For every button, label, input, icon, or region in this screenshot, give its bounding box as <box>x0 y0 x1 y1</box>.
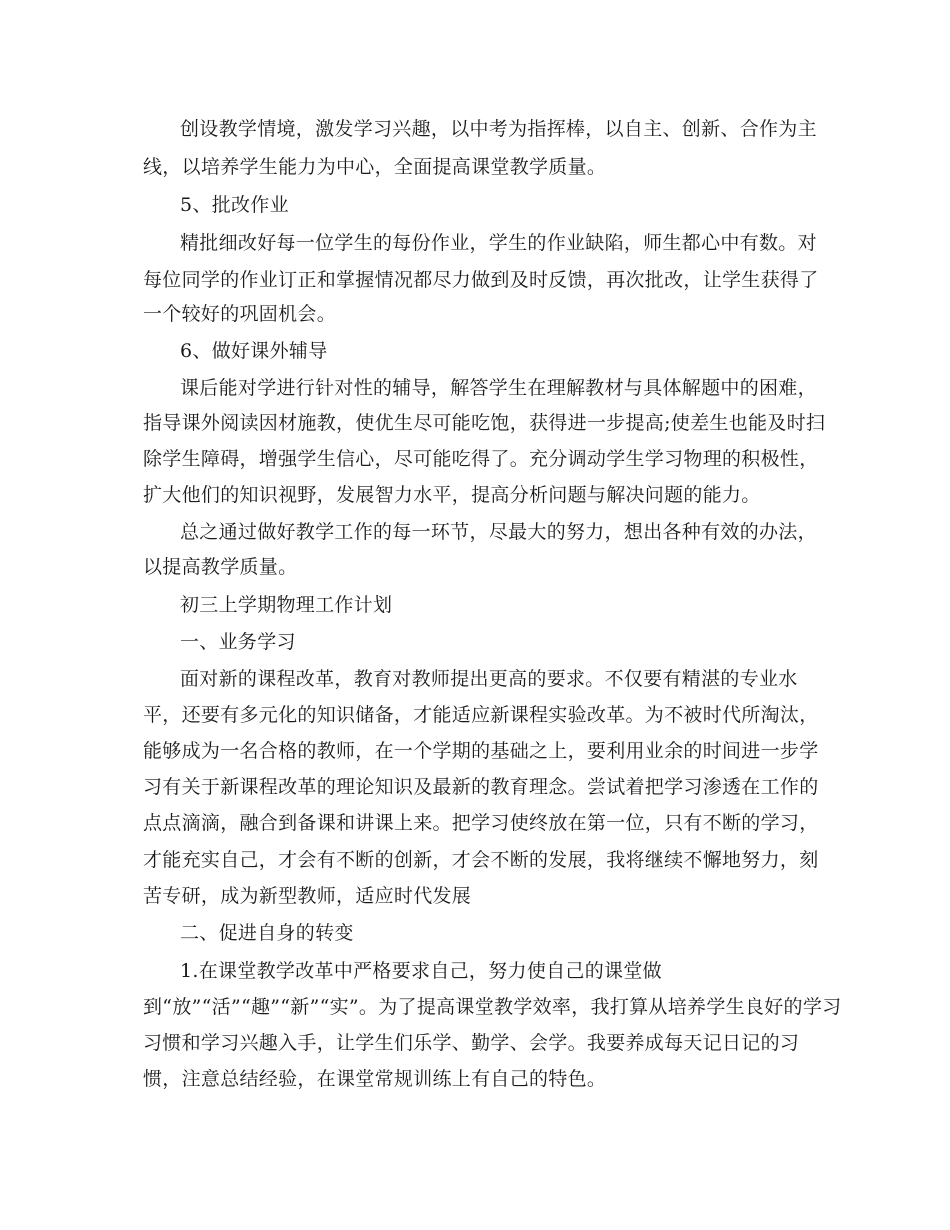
document-title: 初三上学期物理工作计划 <box>180 594 393 616</box>
paragraph-line: 总之通过做好教学工作的每一环节，尽最大的努力，想出各种有效的办法， <box>180 521 817 543</box>
paragraph-line: 以提高教学质量。 <box>143 556 298 578</box>
paragraph-line: 扩大他们的知识视野，发展智力水平，提高分析问题与解决问题的能力。 <box>143 484 761 506</box>
paragraph-line: 平，还要有多元化的知识储备，才能适应新课程实验改革。为不被时代所淘汰， <box>143 704 819 726</box>
section-heading: 5、批改作业 <box>180 194 289 216</box>
paragraph-line: 到“放”“活”“趣”“新”“实”。为了提高课堂教学效率，我打算从培养学生良好的学习 <box>143 996 842 1018</box>
section-heading: 6、做好课外辅导 <box>180 340 328 362</box>
section-heading: 二、促进自身的转变 <box>180 922 354 944</box>
paragraph-line: 点点滴滴，融合到备课和讲课上来。把学习使终放在第一位，只有不断的学习， <box>143 812 819 834</box>
paragraph-line: 习有关于新课程改革的理论知识及最新的教育理念。尝试着把学习渗透在工作的 <box>143 776 819 798</box>
paragraph-line: 苦专研，成为新型教师，适应时代发展 <box>143 885 472 907</box>
paragraph-line: 惯，注意总结经验，在课堂常规训练上有自己的特色。 <box>143 1068 607 1090</box>
paragraph-line: 1.在课堂教学改革中严格要求自己，努力使自己的课堂做 <box>180 960 662 982</box>
paragraph-line: 才能充实自己，才会有不断的创新，才会不断的发展，我将继续不懈地努力，刻 <box>143 849 819 871</box>
paragraph-line: 一个较好的巩固机会。 <box>143 303 337 325</box>
paragraph-line: 课后能对学进行针对性的辅导，解答学生在理解教材与具体解题中的困难， <box>180 377 817 399</box>
paragraph-line: 面对新的课程改革，教育对教师提出更高的要求。不仅要有精湛的专业水 <box>180 668 798 690</box>
paragraph-line: 线，以培养学生能力为中心，全面提高课堂教学质量。 <box>143 156 607 178</box>
paragraph-line: 除学生障碍，增强学生信心，尽可能吃得了。充分调动学生学习物理的积极性， <box>143 448 819 470</box>
paragraph-line: 创设教学情境，激发学习兴趣，以中考为指挥棒，以自主、创新、合作为主 <box>180 118 817 140</box>
paragraph-line: 每位同学的作业订正和掌握情况都尽力做到及时反馈，再次批改，让学生获得了 <box>143 269 819 291</box>
paragraph-line: 习惯和学习兴趣入手，让学生们乐学、勤学、会学。我要养成每天记日记的习 <box>143 1032 800 1054</box>
paragraph-line: 指导课外阅读因材施教，使优生尽可能吃饱，获得进一步提高;使差生也能及时扫 <box>143 412 826 434</box>
section-heading: 一、业务学习 <box>180 631 296 653</box>
paragraph-line: 精批细改好每一位学生的每份作业，学生的作业缺陷，师生都心中有数。对 <box>180 232 817 254</box>
paragraph-line: 能够成为一名合格的教师，在一个学期的基础之上，要利用业余的时间进一步学 <box>143 740 819 762</box>
